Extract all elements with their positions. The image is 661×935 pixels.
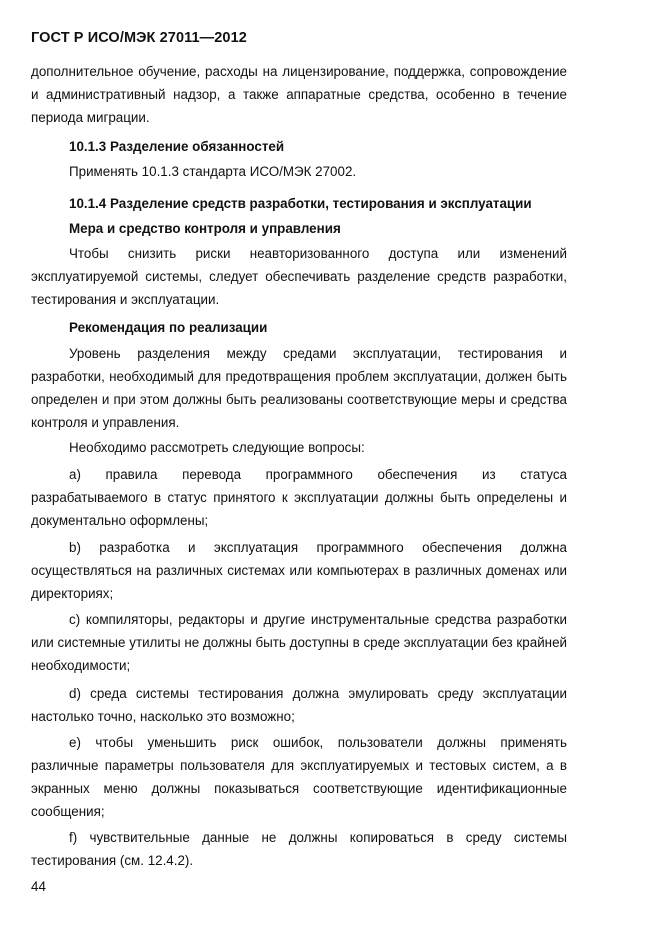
rec-para-line-1: Уровень разделения между средами эксплуатации, тестирования и [69,346,567,361]
item-e-line-4: сообщения; [31,804,105,819]
measure-heading: Мера и средство контроля и управления [69,221,341,236]
item-e-line-2: различные параметры пользователя для эксплуатируемых и тестовых систем, а в [31,758,567,773]
intro-line-2: и административный надзор, а также аппаратные средства, особенно в течение [31,87,567,102]
section-text-10-1-3: Применять 10.1.3 стандарта ИСО/МЭК 27002. [69,164,357,179]
section-heading-10-1-4: 10.1.4 Разделение средств разработки, тестирования и эксплуатации [69,196,532,211]
rec-para-line-2: разработки, необходимый для предотвращения проблем эксплуатации, должен быть [31,369,567,384]
document-header: ГОСТ Р ИСО/МЭК 27011—2012 [31,30,247,46]
item-f-line-2: тестирования (см. 12.4.2). [31,853,194,868]
rec-para-line-3: определен и при этом должны быть реализованы соответствующие меры и средства [31,392,567,407]
section-heading-10-1-3: 10.1.3 Разделение обязанностей [69,139,285,154]
item-c-line-1: с) компиляторы, редакторы и другие инструментальные средства разработки [69,612,567,627]
item-b-line-2: осуществляться на различных системах или компьютерах в различных доменах или [31,563,567,578]
item-b-line-1: b) разработка и эксплуатация программного обеспечения должна [69,540,567,555]
rec-para-line-4: контроля и управления. [31,415,180,430]
measure-para-line-3: тестирования и эксплуатации. [31,292,220,307]
page-number: 44 [31,879,46,894]
item-a-line-2: разрабатываемого в статус принятого к эксплуатации должны быть определены и [31,490,567,505]
intro-line-1: дополнительное обучение, расходы на лицензирование, поддержка, сопровождение [31,64,567,79]
intro-line-3: периода миграции. [31,110,150,125]
item-a-line-1: а) правила перевода программного обеспечения из статуса [69,467,567,482]
item-a-line-3: документально оформлены; [31,513,209,528]
item-c-line-2: или системные утилиты не должны быть доступны в среде эксплуатации без крайней [31,635,567,650]
item-e-line-3: экранных меню должны показываться соответствующие идентификационные [31,781,567,796]
questions-intro: Необходимо рассмотреть следующие вопросы: [69,440,365,455]
item-d-line-1: d) среда системы тестирования должна эмулировать среду эксплуатации [69,686,567,701]
item-b-line-3: директориях; [31,586,114,601]
item-e-line-1: е) чтобы уменьшить риск ошибок, пользователи должны применять [69,735,567,750]
item-f-line-1: f) чувствительные данные не должны копироваться в среду системы [69,830,567,845]
item-c-line-3: необходимости; [31,658,131,673]
item-d-line-2: настолько точно, насколько это возможно; [31,709,295,724]
measure-para-line-1: Чтобы снизить риски неавторизованного доступа или изменений [69,246,567,261]
recommendation-heading: Рекомендация по реализации [69,320,268,335]
measure-para-line-2: эксплуатируемой системы, следует обеспечивать разделение средств разработки, [31,269,567,284]
